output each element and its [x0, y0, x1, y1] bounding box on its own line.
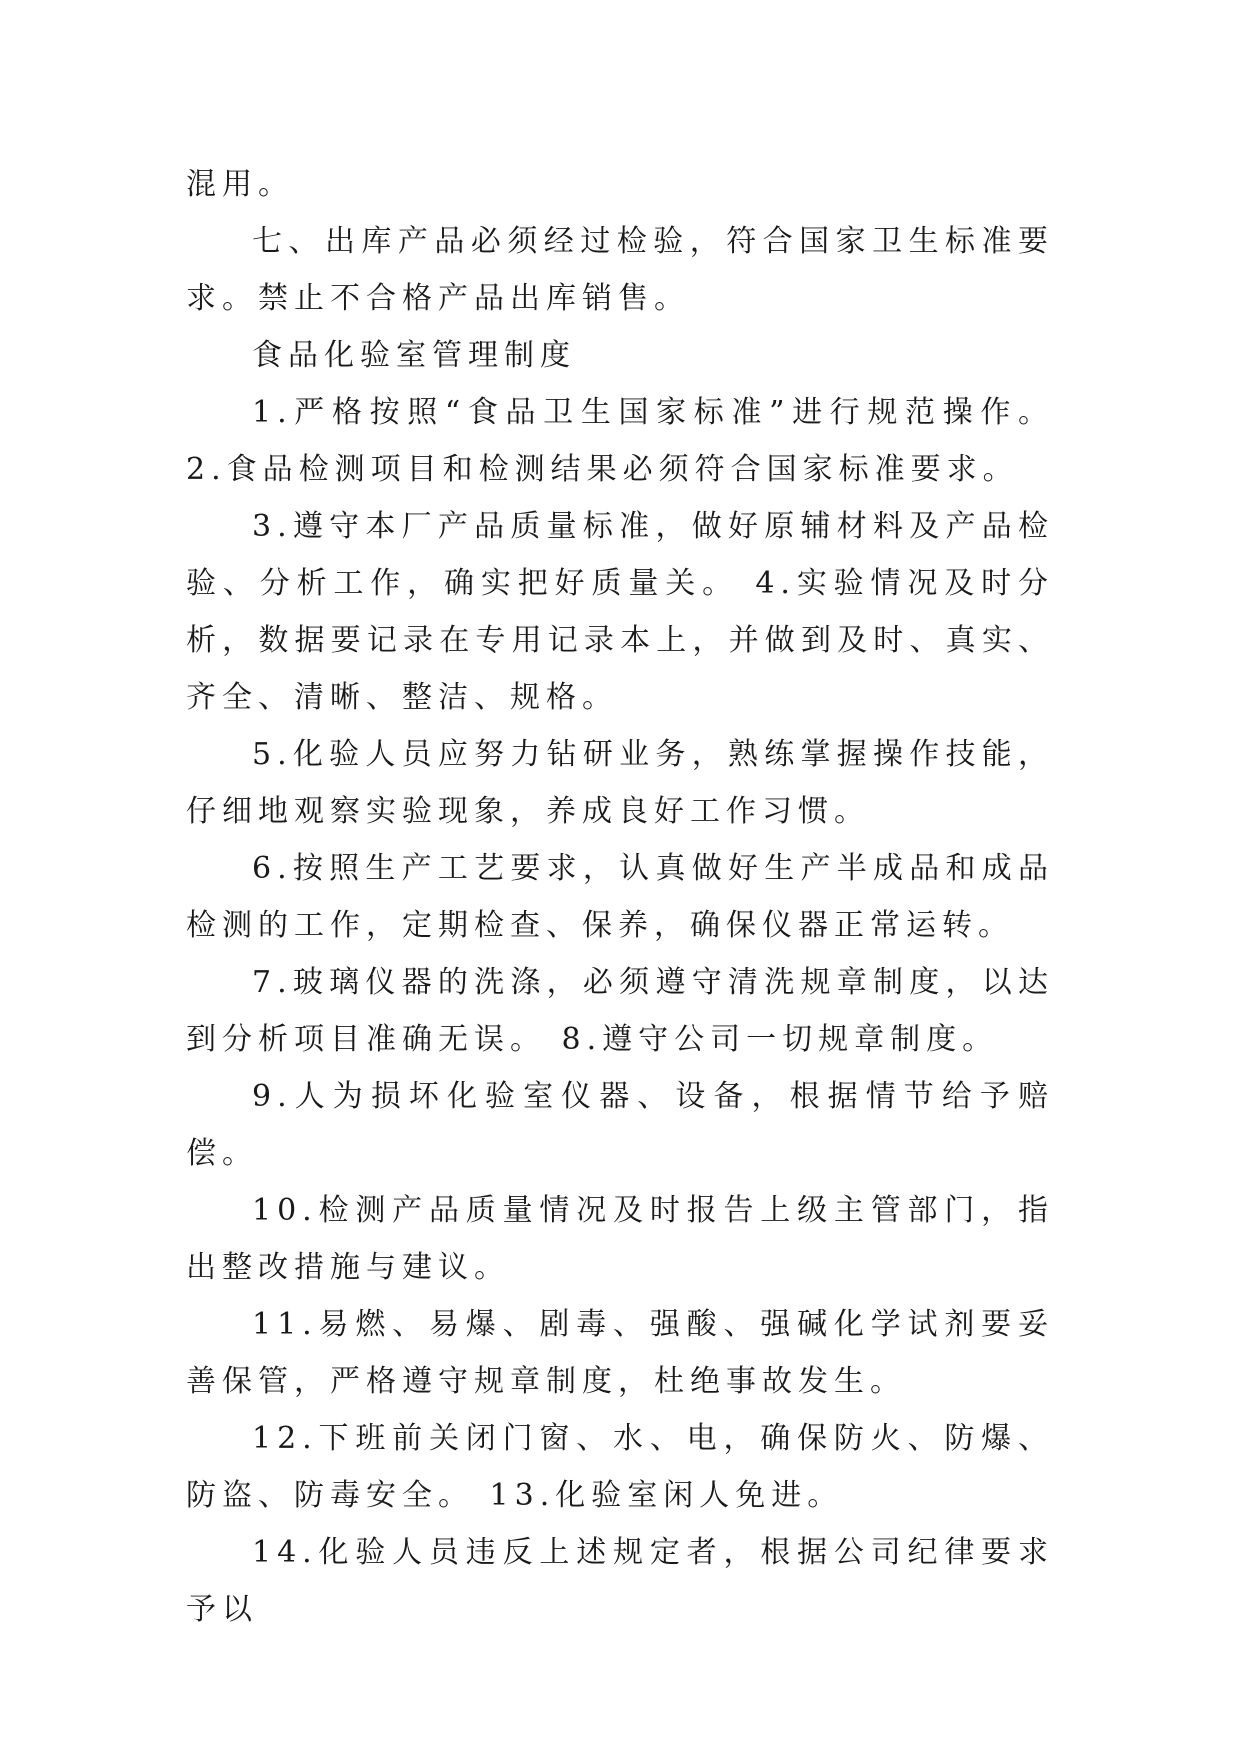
paragraph-rule-3-4: 3.遵守本厂产品质量标准，做好原辅材料及产品检验、分析工作，确实把好质量关。 4.实验情况及时分析，数据要记录在专用记录本上，并做到及时、真实、齐全、清晰、整洁、规格。	[186, 509, 1054, 715]
paragraph-rule-10: 10.检测产品质量情况及时报告上级主管部门，指出整改措施与建议。	[186, 1193, 1054, 1285]
paragraph-rule-5: 5.化验人员应努力钻研业务，熟练掌握操作技能，仔细地观察实验现象，养成良好工作习惯。	[186, 737, 1054, 829]
paragraph-rule-9: 9.人为损坏化验室仪器、设备，根据情节给予赔偿。	[186, 1079, 1054, 1171]
paragraph-item-7: 七、出库产品必须经过检验，符合国家卫生标准要求。禁止不合格产品出库销售。	[186, 224, 1054, 316]
paragraph-continuation: 混用。	[186, 167, 294, 202]
paragraph-rule-11: 11.易燃、易爆、剧毒、强酸、强碱化学试剂要妥善保管，严格遵守规章制度，杜绝事故发生。	[186, 1307, 1054, 1399]
document-body	[186, 156, 1054, 1638]
paragraph-rule-14: 14.化验人员违反上述规定者，根据公司纪律要求予以	[186, 1535, 1054, 1627]
paragraph-rule-7-8: 7.玻璃仪器的洗涤，必须遵守清洗规章制度，以达到分析项目准确无误。 8.遵守公司一切规章制度。	[186, 965, 1054, 1057]
section-heading: 食品化验室管理制度	[252, 338, 576, 373]
paragraph-rule-1-2: 1.严格按照“食品卫生国家标准”进行规范操作。 2.食品检测项目和检测结果必须符合国家标准要求。	[186, 395, 1054, 487]
paragraph-rule-6: 6.按照生产工艺要求，认真做好生产半成品和成品检测的工作，定期检查、保养，确保仪器正常运转。	[186, 851, 1054, 943]
paragraph-rule-12-13: 12.下班前关闭门窗、水、电，确保防火、防爆、防盗、防毒安全。 13.化验室闲人免进。	[186, 1421, 1054, 1513]
